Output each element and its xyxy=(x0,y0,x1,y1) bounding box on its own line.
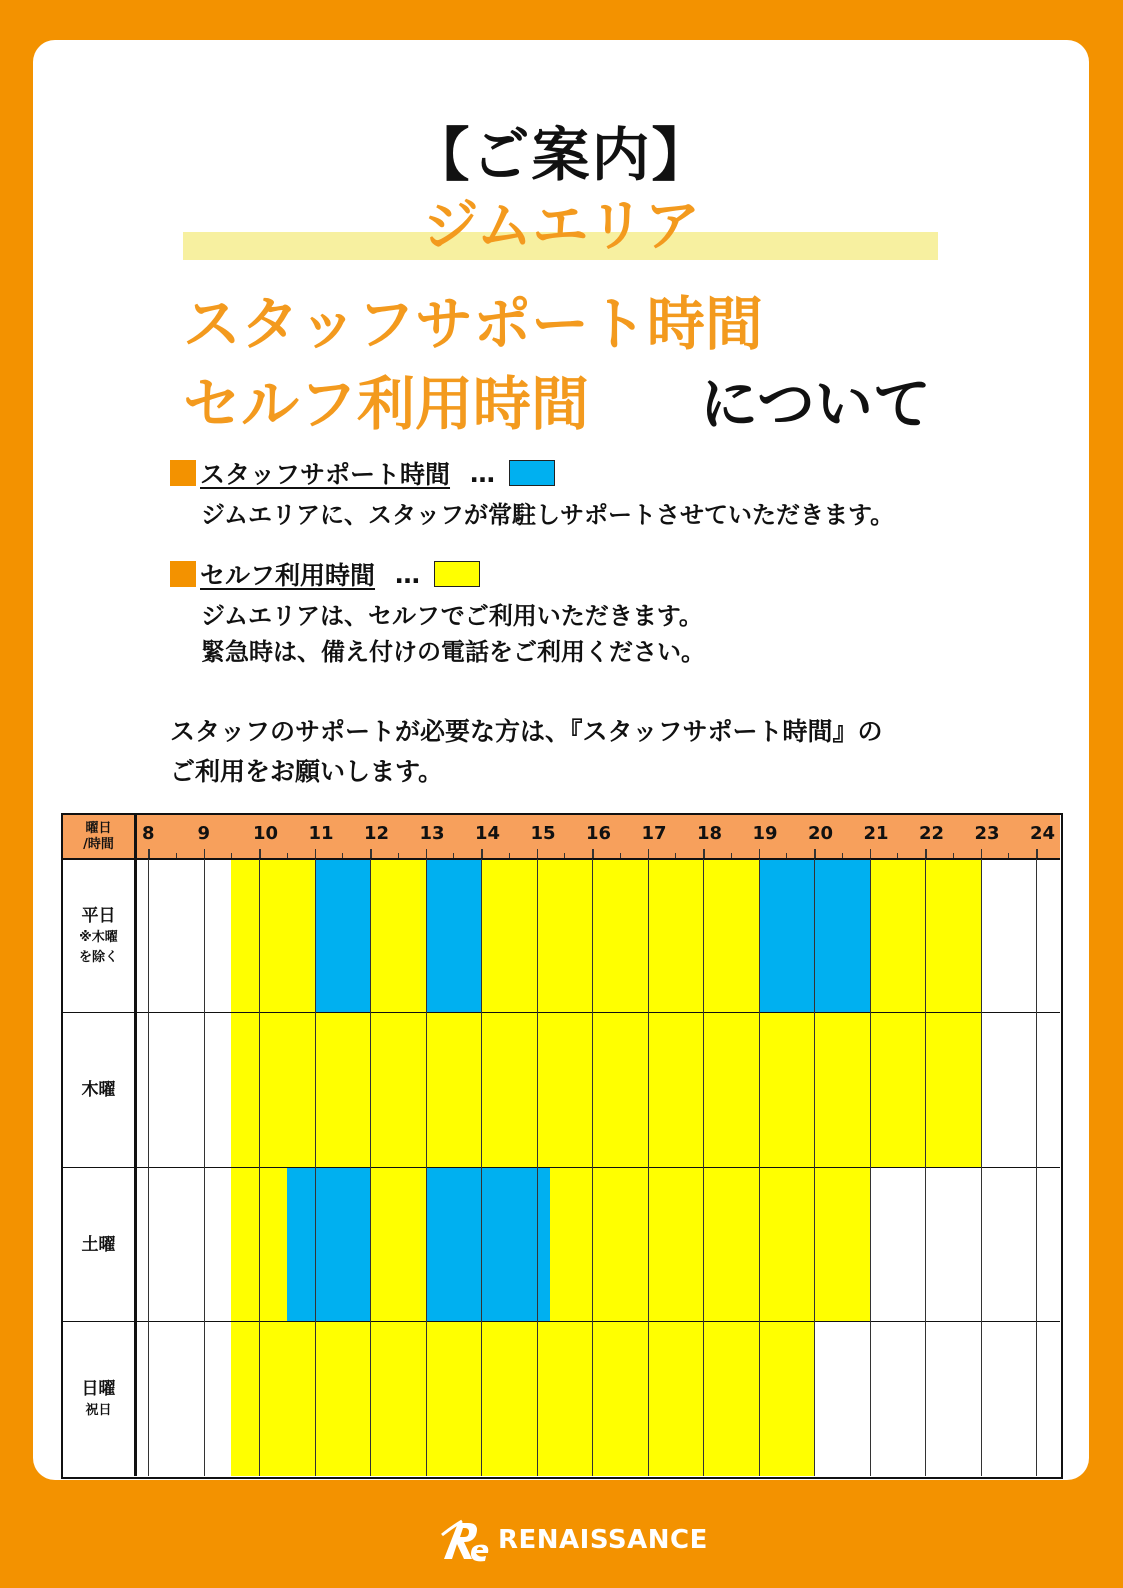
schedule-header xyxy=(63,815,1060,859)
row-divider xyxy=(63,1012,1060,1013)
grid-line xyxy=(537,859,538,1476)
grid-line xyxy=(426,859,427,1476)
day-label xyxy=(63,859,134,1013)
day-label-line: 木曜 xyxy=(81,1080,116,1101)
hour-label: 12 xyxy=(364,823,390,844)
row-divider xyxy=(63,1321,1060,1322)
row-divider xyxy=(63,858,1060,860)
note-line: ご利用をお願いします。 xyxy=(170,757,444,786)
self-use-block xyxy=(231,1322,814,1476)
grid-line xyxy=(703,859,704,1476)
grid-line xyxy=(981,859,982,1476)
staff-support-title: スタッフサポート時間 xyxy=(183,290,764,358)
hour-label: 22 xyxy=(919,823,945,844)
grid-line xyxy=(259,859,260,1476)
self-color-swatch xyxy=(434,561,480,587)
row-divider xyxy=(63,1167,1060,1168)
day-label xyxy=(63,1013,134,1167)
grid-line xyxy=(148,859,149,1476)
hour-label: 23 xyxy=(974,823,1000,844)
legend-label: スタッフサポート時間 xyxy=(200,460,451,489)
day-label-line: を除く xyxy=(78,950,118,966)
hour-label: 15 xyxy=(530,823,556,844)
hour-label: 19 xyxy=(752,823,778,844)
grid-line xyxy=(1036,859,1037,1476)
staff-support-block xyxy=(287,1168,370,1322)
self-use-title: セルフ利用時間 xyxy=(183,370,590,438)
renaissance-logo-icon xyxy=(438,1515,492,1565)
staff-support-block xyxy=(426,1168,551,1322)
self-use-block xyxy=(231,1013,980,1167)
schedule-table xyxy=(61,813,1063,1479)
grid-line xyxy=(870,859,871,1476)
hour-label: 8 xyxy=(142,823,155,844)
day-label xyxy=(63,1168,134,1322)
day-column-divider xyxy=(134,815,137,1476)
day-label-line: 祝日 xyxy=(85,1402,112,1418)
bullet-square-icon xyxy=(170,460,196,486)
grid-line xyxy=(204,859,205,1476)
day-label-line: ※木曜 xyxy=(79,930,118,946)
about-suffix: について xyxy=(700,370,931,438)
renaissance-logo xyxy=(438,1515,708,1565)
bullet-square-icon xyxy=(170,561,196,587)
grid-line xyxy=(315,859,316,1476)
legend-description: ジムエリアに、スタッフが常駐しサポートさせていただきます。 xyxy=(201,501,895,529)
hour-label: 17 xyxy=(641,823,667,844)
hour-label: 10 xyxy=(253,823,279,844)
day-label xyxy=(63,1322,134,1476)
day-label-line: 平日 xyxy=(81,906,116,927)
usage-note xyxy=(170,712,883,792)
ellipsis: … xyxy=(395,559,421,589)
announcement-title: 【ご案内】 xyxy=(411,121,712,189)
grid-line xyxy=(592,859,593,1476)
day-label-line: 日曜 xyxy=(81,1378,116,1399)
grid-line xyxy=(925,859,926,1476)
staff-color-swatch xyxy=(509,460,555,486)
grid-line xyxy=(814,859,815,1476)
ellipsis: … xyxy=(470,458,496,488)
hour-label: 18 xyxy=(697,823,723,844)
corner-label: 曜日 /時間 xyxy=(83,821,114,852)
grid-line xyxy=(481,859,482,1476)
hour-label: 14 xyxy=(475,823,501,844)
staff-support-block xyxy=(426,859,482,1013)
legend-description: ジムエリアは、セルフでご利用いただきます。 xyxy=(201,602,703,630)
hour-label: 20 xyxy=(808,823,834,844)
staff-support-block xyxy=(315,859,371,1013)
grid-line xyxy=(370,859,371,1476)
hour-label: 16 xyxy=(586,823,612,844)
grid-line xyxy=(648,859,649,1476)
grid-line xyxy=(759,859,760,1476)
hour-label: 13 xyxy=(419,823,445,844)
hour-label: 24 xyxy=(1030,823,1056,844)
legend-description: 緊急時は、備え付けの電話をご利用ください。 xyxy=(201,638,705,666)
brand-name: RENAISSANCE xyxy=(498,1525,708,1555)
gym-area-title: ジムエリア xyxy=(422,194,701,259)
hour-label: 11 xyxy=(308,823,334,844)
hour-label: 21 xyxy=(863,823,889,844)
legend-label: セルフ利用時間 xyxy=(200,561,376,590)
day-label-line: 土曜 xyxy=(81,1234,116,1255)
legend-staff-support xyxy=(170,455,894,533)
hour-label: 9 xyxy=(197,823,211,844)
note-line: スタッフのサポートが必要な方は、『スタッフサポート時間』の xyxy=(170,717,883,746)
legend-self-use xyxy=(170,556,705,670)
